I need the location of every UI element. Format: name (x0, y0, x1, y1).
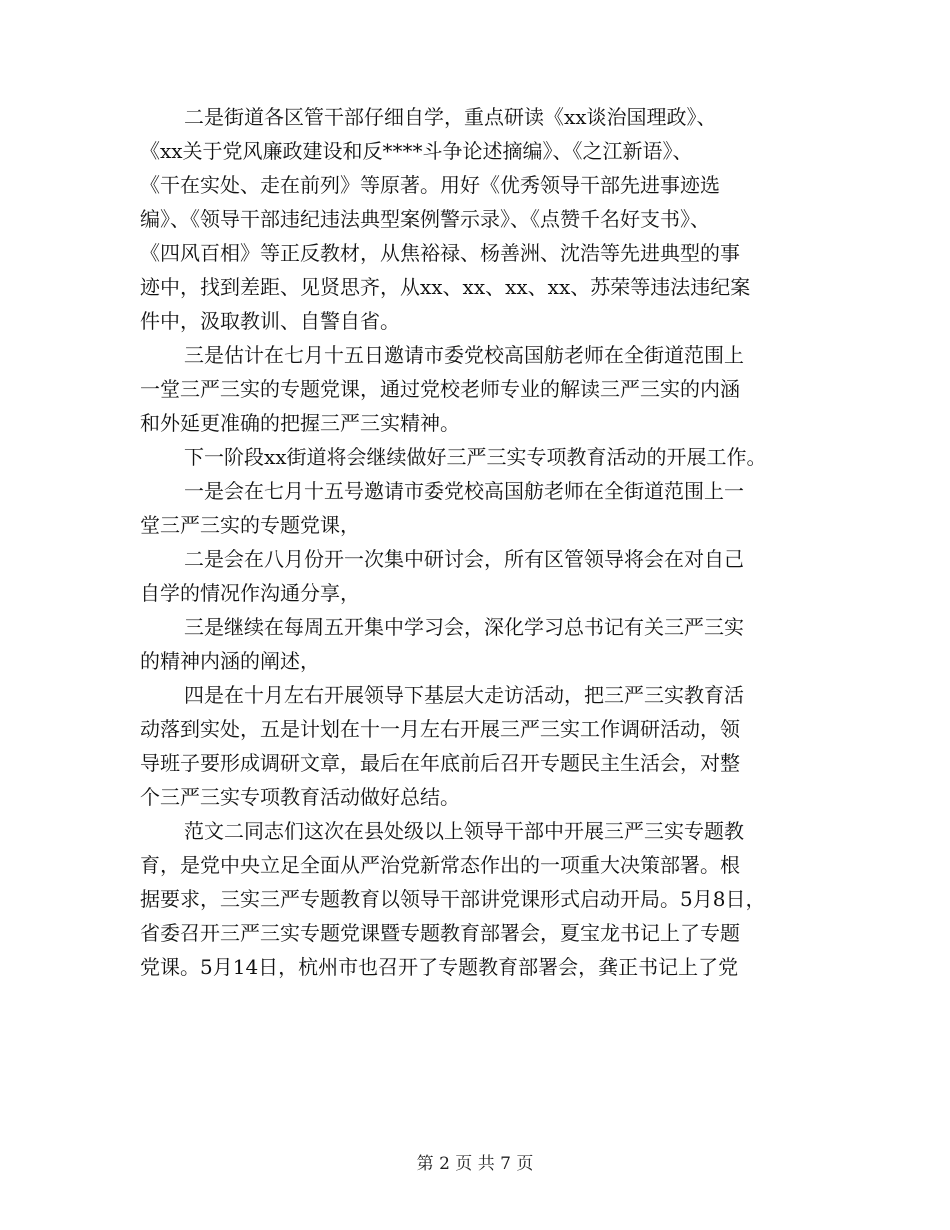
text-line: 导班子要形成调研文章，最后在年底前后召开专题民主生活会，对整 (140, 751, 740, 775)
text-line: 省委召开三严三实专题党课暨专题教育部署会，夏宝龙书记上了专题 (140, 921, 740, 945)
text-line: 党课。5月14日，杭州市也召开了专题教育部署会，龚正书记上了党 (140, 955, 739, 979)
page-footer: 第 2 页 共 7 页 (416, 1154, 534, 1174)
text-line: 《四风百相》等正反教材，从焦裕禄、杨善洲、沈浩等先进典型的事 (140, 241, 740, 265)
text-line: 三是继续在每周五开集中学习会，深化学习总书记有关三严三实 (184, 615, 744, 639)
document-body (140, 100, 830, 984)
text-line: 件中，汲取教训、自警自省。 (140, 309, 400, 333)
text-line: 自学的情况作沟通分享， (140, 581, 360, 605)
text-line: 二是街道各区管干部仔细自学，重点研读《xx谈治国理政》、 (184, 105, 717, 129)
text-line: 动落到实处，五是计划在十一月左右开展三严三实工作调研活动，领 (140, 717, 740, 741)
text-line: 和外延更准确的把握三严三实精神。 (140, 411, 460, 435)
text-line: 迹中，找到差距、见贤思齐，从xx、xx、xx、xx、苏荣等违法违纪案 (140, 275, 751, 299)
text-line: 二是会在八月份开一次集中研讨会，所有区管领导将会在对自己 (184, 547, 744, 571)
text-line: 一是会在七月十五号邀请市委党校高国舫老师在全街道范围上一 (184, 479, 744, 503)
text-line: 据要求，三实三严专题教育以领导干部讲党课形式启动开局。5月8日， (140, 887, 766, 911)
text-line: 《干在实处、走在前列》等原著。用好《优秀领导干部先进事迹选 (140, 173, 720, 197)
text-line: 个三严三实专项教育活动做好总结。 (140, 785, 460, 809)
text-line: 育，是党中央立足全面从严治党新常态作出的一项重大决策部署。根 (140, 853, 740, 877)
text-line: 编》、《领导干部违纪违法典型案例警示录》、《点赞千名好支书》、 (140, 207, 710, 231)
text-line: 四是在十月左右开展领导下基层大走访活动，把三严三实教育活 (184, 683, 744, 707)
text-line: 堂三严三实的专题党课， (140, 513, 360, 537)
text-line: 范文二同志们这次在县处级以上领导干部中开展三严三实专题教 (184, 819, 744, 843)
text-line: 下一阶段xx街道将会继续做好三严三实专项教育活动的开展工作。 (184, 445, 767, 469)
text-line: 三是估计在七月十五日邀请市委党校高国舫老师在全街道范围上 (184, 343, 744, 367)
text-line: 一堂三严三实的专题党课，通过党校老师专业的解读三严三实的内涵 (140, 377, 740, 401)
text-line: 的精神内涵的阐述， (140, 649, 320, 673)
text-line: 《xx关于党风廉政建设和反****斗争论述摘编》、《之江新语》、 (140, 139, 693, 163)
